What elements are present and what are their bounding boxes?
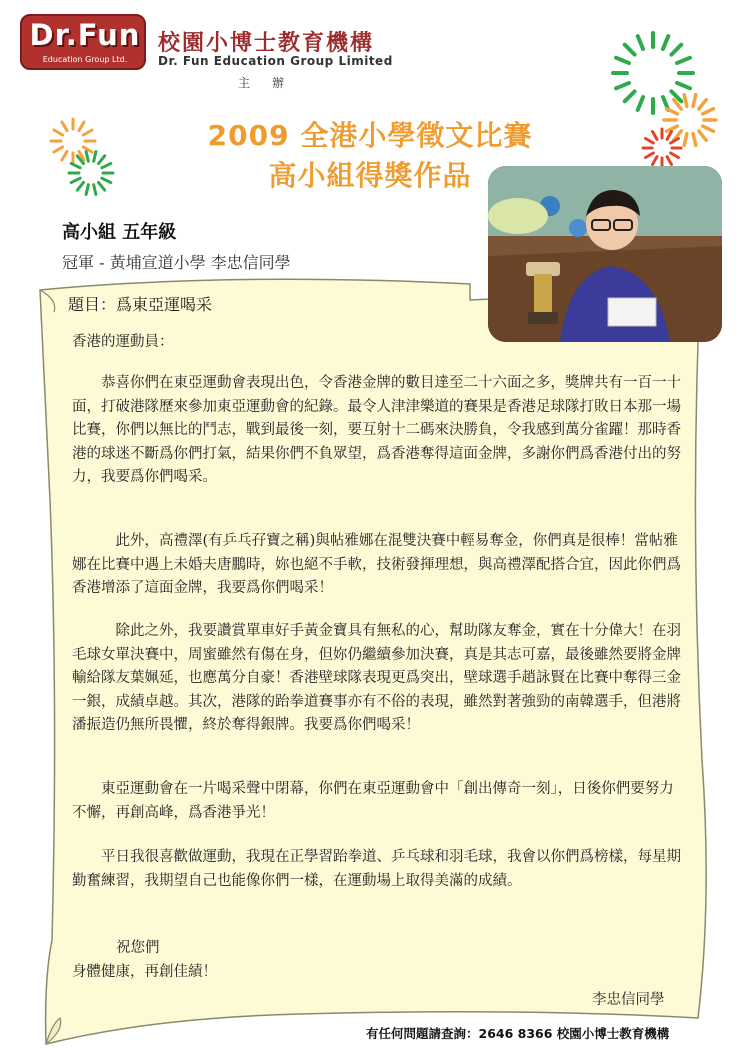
grade-heading: 高小組 五年級 (62, 222, 177, 243)
logo-subtitle: Education Group Ltd. (42, 55, 128, 64)
letter-salutation: 香港的運動員： (72, 334, 174, 350)
letter-paragraph: 此外，高禮澤(有乒乓孖寶之稱)與帖雅娜在混雙決賽中輕易奪金，你們真是很棒！當帖雅娜在比賽中遇上未婚夫唐鵬時，妳也絕不手軟，技術發揮理想，與高禮澤配搭合宜，因此你們爲香港增添了這面金牌，我要爲你們喝采！ (72, 533, 681, 596)
essay-title: 題目：爲東亞運喝采 (68, 295, 213, 314)
competition-subtitle: 高小組得獎作品 (268, 159, 472, 192)
letter-paragraph: 除此之外，我要讚賞單車好手黃金寶具有無私的心，幫助隊友奪金，實在十分偉大！在羽毛球女單決賽中，周蜜雖然有傷在身，但妳仍繼續參加決賽，真是其志可嘉，最後雖然要將金牌輸給隊友葉姵延，也應萬分自豪！香港壁球隊表現更爲突出，壁球選手趙詠賢在比賽中奪得三金一銀，成績卓越。其次，港隊的跆拳道賽事亦有不俗的表現，雖然對著強勁的南韓選手，但港將潘振造仍無所畏懼，終於奪得銀牌。我要爲你們喝采！ (72, 623, 681, 733)
letter-signature: 李忠信同學 (592, 992, 665, 1008)
letter-paragraph: 東亞運動會在一片喝采聲中閉幕，你們在東亞運動會中「創出傳奇一刻」，日後你們要努力不懈，再創高峰，爲香港爭光！ (72, 781, 674, 821)
organization-name-english: Dr. Fun Education Group Limited (158, 54, 393, 68)
letter-paragraph: 恭喜你們在東亞運動會表現出色，令香港金牌的數目達至二十六面之多，獎牌共有一百一十面，打破港隊歷來參加東亞運動會的紀錄。最令人津津樂道的賽果是香港足球隊打敗日本那一場比賽，你們以無比的鬥志，戰到最後一刻，要互射十二碼來決勝負，令我感到萬分雀躍！那時香港的球迷不斷爲你們打氣，結果你們不負眾望，爲香港奪得這面金牌，多謝你們爲香港付出的努力，我要爲你們喝采。 (72, 375, 681, 485)
letter-closing: 祝您們 (116, 940, 160, 956)
logo-wordmark: Dr.Fun (29, 18, 141, 52)
award-line: 冠軍 - 黃埔宣道小學 李忠信同學 (62, 253, 291, 272)
organizer-label: 主辦 (238, 76, 307, 90)
contact-footer: 有任何問題請查詢：2646 8366 校園小博士教育機構 (366, 1026, 670, 1041)
winner-photo (488, 166, 722, 342)
organization-name-chinese: 校園小博士教育機構 (158, 31, 375, 56)
letter-closing-wish: 身體健康，再創佳績！ (72, 964, 217, 980)
competition-title: 2009 全港小學徵文比賽 (207, 119, 533, 152)
letter-paragraph: 平日我很喜歡做運動，我現在正學習跆拳道、乒乓球和羽毛球，我會以你們爲榜樣，每星期勤奮練習，我期望自己也能像你們一樣，在運動場上取得美滿的成績。 (72, 849, 681, 889)
